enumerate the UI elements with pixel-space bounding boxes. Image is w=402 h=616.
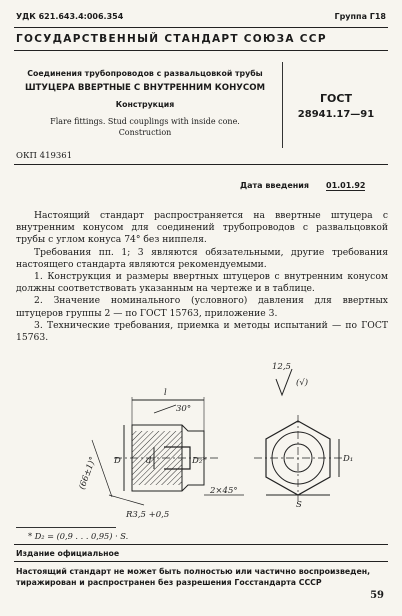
intro-date-label: Дата введения [240, 181, 310, 190]
roughness-value: 12,5 [272, 362, 291, 372]
dim-D-label: D [114, 456, 121, 466]
paragraph-scope: Настоящий стандарт распространяется на ввертные штуцера с внутренним конусом для соединений трубопроводов с развальцовкой трубы с углом конуса 74° без ниппеля. [16, 210, 388, 246]
dim-D1-label: D₁ [343, 454, 354, 464]
title-line2: ШТУЦЕРА ВВЕРТНЫЕ С ВНУТРЕННИМ КОНУСОМ [24, 83, 266, 93]
title-english-line2: Construction [118, 128, 172, 137]
footnote: * D₂ = (0,9 . . . 0,95) · S. [28, 531, 129, 541]
header-rule-bottom [14, 50, 388, 51]
dim-d-label: d [146, 456, 152, 466]
paragraph-item-3: 3. Технические требования, приемка и методы испытаний — по ГОСТ 15763. [16, 319, 388, 344]
bottom-rule-mid [14, 561, 388, 562]
title-line3: Конструкция [115, 100, 175, 109]
official-edition: Издание официальное [16, 549, 120, 558]
paragraph-requirements: Требования пп. 1; 3 являются обязательными, другие требования настоящего стандарта являются рекомендуемыми. [16, 246, 388, 270]
footnote-rule [16, 527, 116, 528]
gost-label: ГОСТ [320, 92, 352, 105]
dim-D2-label: D₂* [192, 456, 207, 466]
bottom-rule-top [14, 544, 388, 545]
dim-R-leader [109, 495, 144, 505]
okp-code: ОКП 419361 [16, 151, 73, 161]
intro-date-value: 01.01.92 [326, 181, 366, 190]
dim-66-label: (66±1)° [77, 455, 99, 492]
udk-code: УДК 621.643.4:006.354 [16, 12, 124, 21]
okp-rule [14, 164, 388, 165]
group-code: Группа Г18 [334, 12, 386, 21]
roughness-symbol: (√) [296, 378, 309, 388]
dim-R-label: R3,5 +0,5 [126, 510, 170, 520]
banner-title: ГОСУДАРСТВЕННЫЙ СТАНДАРТ СОЮЗА ССР [16, 33, 327, 45]
title-english-line1: Flare fittings. Stud couplings with inside cone. [50, 117, 240, 126]
side-hatch [132, 431, 182, 485]
dim-30-leader [154, 405, 176, 413]
title-line1: Соединения трубопроводов с развальцовкой трубы [27, 69, 263, 78]
body-text [16, 210, 388, 344]
dim-30-label: 30° [176, 404, 192, 414]
fitting-drawing [14, 355, 388, 520]
page-number: 59 [370, 590, 384, 601]
roughness-mark [276, 369, 292, 395]
dim-l-label: l [164, 388, 167, 398]
gost-divider [282, 62, 283, 148]
gost-number: 28941.17—91 [297, 109, 375, 120]
paragraph-item-1: 1. Конструкция и размеры ввертных штуцеров с внутренним конусом должны соответствовать указанным на чертеже и в таблице. [16, 271, 388, 295]
paragraph-item-2: 2. Значение номинального (условного) давления для ввертных штуцеров группы 2 — по ГОСТ 15763, приложение 3. [16, 295, 388, 319]
dim-S-label: S [296, 500, 302, 510]
dim-chamfer-label: 2×45° [210, 486, 238, 496]
copyright-notice: Настоящий стандарт не может быть полностью или частично воспроизведен, тиражирован и распространен без разрешения Госстандарта СССР [16, 567, 371, 587]
header-rule-top [14, 27, 388, 28]
